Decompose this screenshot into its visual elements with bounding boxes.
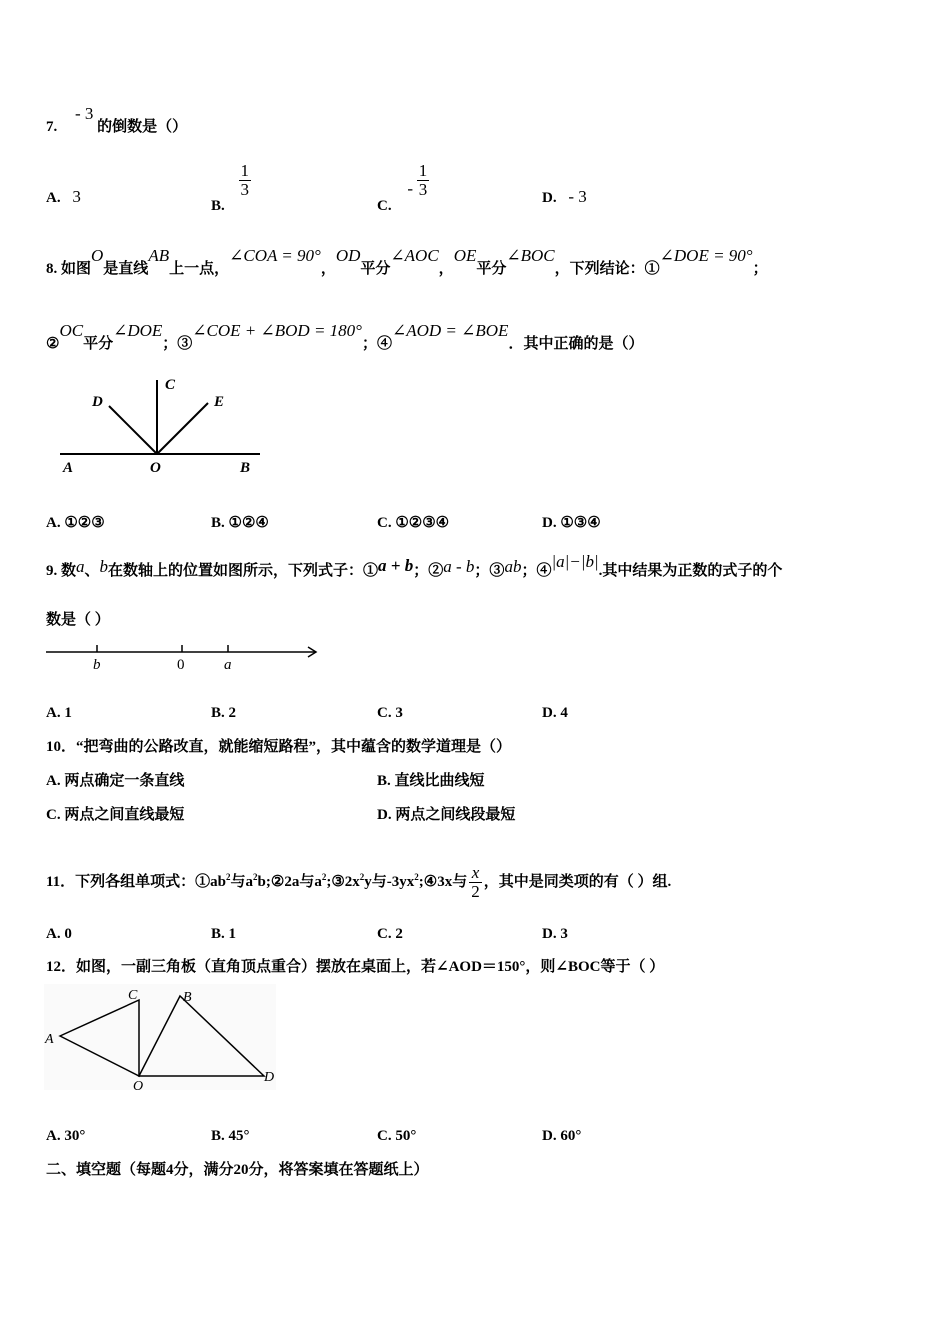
figure-background xyxy=(44,984,276,1090)
text: ；③ xyxy=(162,336,193,352)
q8-option-c[interactable] xyxy=(377,513,449,533)
q9-number: 9. xyxy=(46,563,58,579)
q11-option-c[interactable] xyxy=(377,924,403,944)
text: ； xyxy=(752,261,768,277)
option-label: B. xyxy=(377,773,391,789)
label-a: a xyxy=(224,657,232,673)
q11-option-d[interactable] xyxy=(542,924,568,944)
option-label: B. xyxy=(211,1128,225,1144)
option-label: C. xyxy=(377,197,392,214)
math-AB: AB xyxy=(148,246,170,265)
math-b: b xyxy=(99,557,109,576)
math-angle-AOC: ∠AOC xyxy=(390,246,439,265)
q12-option-b[interactable] xyxy=(211,1126,250,1146)
q12-stem: 12．如图，一副三角板（直角顶点重合）摆放在桌面上，若∠AOD＝150°，则∠BOC等于（ ） xyxy=(46,959,665,975)
q7-option-b[interactable] xyxy=(211,161,251,214)
math-angle-DOE: ∠DOE xyxy=(113,321,163,340)
text: 与a xyxy=(230,873,254,890)
q7-number: 7. xyxy=(46,119,58,135)
text: 如图 xyxy=(61,261,92,277)
math-a: a xyxy=(76,557,85,576)
option-label: C. xyxy=(377,705,392,721)
text: b;②2a与a xyxy=(257,873,322,890)
option-label: A. xyxy=(46,926,61,942)
text: 平分 xyxy=(476,261,507,277)
option-label: B. xyxy=(211,926,225,942)
text: ② xyxy=(46,336,60,352)
label-E: E xyxy=(214,394,225,410)
option-label: D. xyxy=(542,926,557,942)
denominator: 3 xyxy=(240,180,250,199)
label-B: B xyxy=(183,990,192,1005)
q9-option-c[interactable] xyxy=(377,703,403,723)
q7-fraction-c xyxy=(417,162,430,199)
q8-stem-line2 xyxy=(46,321,644,354)
exponent: 2 xyxy=(414,871,419,882)
option-value: 3 xyxy=(395,705,403,721)
q12-option-a[interactable] xyxy=(46,1126,85,1146)
option-label: D. xyxy=(542,1128,557,1144)
text: 平分 xyxy=(83,336,114,352)
q8-option-d[interactable] xyxy=(542,513,601,533)
option-value: 50° xyxy=(395,1128,417,1144)
option-value: 2 xyxy=(395,926,403,942)
math-OE: OE xyxy=(453,246,477,265)
math-OC: OC xyxy=(59,321,84,340)
option-label: D. xyxy=(542,705,557,721)
label-A: A xyxy=(45,1032,54,1047)
text: .其中结果为正数的式子的个 xyxy=(598,563,783,579)
q11-option-a[interactable] xyxy=(46,924,72,944)
option-label: C. xyxy=(377,515,392,531)
option-value: 两点确定一条直线 xyxy=(64,773,185,789)
q12-option-c[interactable] xyxy=(377,1126,416,1146)
text: 、 xyxy=(84,563,100,579)
q9-stem-line2: 数是（ ） xyxy=(46,612,110,628)
option-label: A. xyxy=(46,190,61,206)
minus-sign: - xyxy=(407,178,414,198)
math-angle-equality: ∠AOD = ∠BOE xyxy=(391,321,509,340)
label-O: O xyxy=(150,460,161,476)
q12-figure xyxy=(44,984,280,1094)
text: 是直线 xyxy=(103,261,149,277)
option-value: 60° xyxy=(560,1128,582,1144)
label-O: O xyxy=(133,1079,144,1094)
math-angle-DOE: ∠DOE = 90° xyxy=(659,246,753,265)
option-label: C. xyxy=(377,1128,392,1144)
text: ，其中是同类项的有（ ）组. xyxy=(483,873,672,890)
option-label: C. xyxy=(377,926,392,942)
q8-option-a[interactable] xyxy=(46,513,105,533)
text: 平分 xyxy=(360,261,391,277)
text: ，下列结论：① xyxy=(554,261,660,277)
exponent: 2 xyxy=(359,871,365,882)
text: ；③ xyxy=(474,563,505,579)
option-label: A. xyxy=(46,705,61,721)
q10-option-a[interactable] xyxy=(46,771,184,791)
exponent: 2 xyxy=(226,871,231,882)
denominator: 2 xyxy=(471,882,480,901)
q8-number: 8. xyxy=(46,261,58,277)
numerator: x xyxy=(469,864,482,883)
option-value: 两点之间直线最短 xyxy=(64,807,185,823)
option-value: 3 xyxy=(560,926,568,942)
expr-a-minus-b: a - b xyxy=(443,557,475,576)
option-value: 0 xyxy=(64,926,72,942)
math-OD: OD xyxy=(335,246,361,265)
q8-figure xyxy=(50,372,270,482)
option-value: 1 xyxy=(228,926,237,942)
exponent: 2 xyxy=(253,871,258,882)
q8-option-b[interactable] xyxy=(211,513,269,533)
expr-ab: ab xyxy=(504,557,522,576)
q12-option-d[interactable] xyxy=(542,1126,581,1146)
option-value: ①②③ xyxy=(64,515,105,531)
label-b: b xyxy=(93,657,101,673)
text: y与-3yx xyxy=(364,873,415,890)
q9-stem-line1 xyxy=(46,552,783,581)
option-value: 4 xyxy=(560,705,568,721)
q7-fraction-b xyxy=(239,162,252,199)
math-angle-COA: ∠COA = 90° xyxy=(229,246,321,265)
option-label: B. xyxy=(211,197,225,214)
label-C: C xyxy=(128,988,138,1003)
text: ;④3x与 xyxy=(418,873,468,890)
option-label: D. xyxy=(542,515,557,531)
math-angle-sum: ∠COE + ∠BOD = 180° xyxy=(192,321,362,340)
math-angle-BOC: ∠BOC xyxy=(506,246,555,265)
option-label: A. xyxy=(46,1128,61,1144)
q10-stem: 10．“把弯曲的公路改直，就能缩短路程”，其中蕴含的数学道理是（） xyxy=(46,739,512,755)
option-label: C. xyxy=(46,807,61,823)
option-value: 30° xyxy=(64,1128,86,1144)
q10-option-c[interactable] xyxy=(46,805,184,825)
text: 数 xyxy=(61,563,77,579)
text: ;③2x xyxy=(326,873,360,890)
option-label: B. xyxy=(211,515,225,531)
q7-option-a[interactable] xyxy=(46,187,81,208)
option-value: ①②④ xyxy=(228,515,269,531)
option-value: ①②③④ xyxy=(395,515,450,531)
q11-stem xyxy=(46,864,671,901)
expr-abs-difference: |a|−|b| xyxy=(551,552,599,571)
option-value: 2 xyxy=(228,705,237,721)
option-value: 45° xyxy=(228,1128,250,1144)
q9-option-d[interactable] xyxy=(542,703,568,723)
text: ， xyxy=(320,261,336,277)
numerator: 1 xyxy=(240,161,250,180)
q10-option-b[interactable] xyxy=(377,771,485,791)
q8-stem-line1 xyxy=(46,246,768,279)
option-value: - 3 xyxy=(568,187,587,206)
text: ；④ xyxy=(521,563,552,579)
option-label: A. xyxy=(46,773,61,789)
q10-option-d[interactable] xyxy=(377,805,515,825)
label-C: C xyxy=(165,377,176,393)
option-label: D. xyxy=(542,190,557,206)
q7-stem xyxy=(46,104,188,137)
q9-number-line xyxy=(46,640,326,674)
option-value: 直线比曲线短 xyxy=(394,773,485,789)
option-label: A. xyxy=(46,515,61,531)
math-O: O xyxy=(91,246,104,265)
exponent: 2 xyxy=(321,871,327,882)
label-D: D xyxy=(264,1070,275,1085)
text: ；② xyxy=(413,563,444,579)
option-label: B. xyxy=(211,705,225,721)
option-value: 1 xyxy=(64,705,72,721)
text: 上一点， xyxy=(169,261,230,277)
q7-option-c[interactable] xyxy=(377,161,429,214)
q11-option-b[interactable] xyxy=(211,924,236,944)
option-value: 3 xyxy=(72,187,81,206)
option-value: 两点之间线段最短 xyxy=(395,807,516,823)
denominator: 3 xyxy=(418,180,428,199)
ray-OE xyxy=(157,403,208,454)
text: 在数轴上的位置如图所示，下列式子：① xyxy=(108,563,379,579)
text: 11．下列各组单项式：①ab xyxy=(46,873,227,890)
label-B: B xyxy=(240,460,251,476)
text: ， xyxy=(438,261,454,277)
expr-a-plus-b: a + b xyxy=(378,556,414,575)
text: ；④ xyxy=(361,336,392,352)
q9-option-b[interactable] xyxy=(211,703,236,723)
q11-fraction xyxy=(469,864,482,901)
label-zero: 0 xyxy=(177,657,185,673)
label-D: D xyxy=(92,394,103,410)
q7-text: 的倒数是（） xyxy=(97,119,188,135)
label-A: A xyxy=(63,460,74,476)
text: ．其中正确的是（） xyxy=(508,336,644,352)
option-label: D. xyxy=(377,807,392,823)
q7-expression: - 3 xyxy=(75,104,94,123)
q9-option-a[interactable] xyxy=(46,703,72,723)
option-value: ①③④ xyxy=(560,515,601,531)
ray-OD xyxy=(109,406,157,454)
q7-option-d[interactable] xyxy=(542,187,587,208)
section-heading-fill-in: 二、填空题（每题4分，满分20分，将答案填在答题纸上） xyxy=(46,1162,429,1178)
numerator: 1 xyxy=(418,161,428,180)
